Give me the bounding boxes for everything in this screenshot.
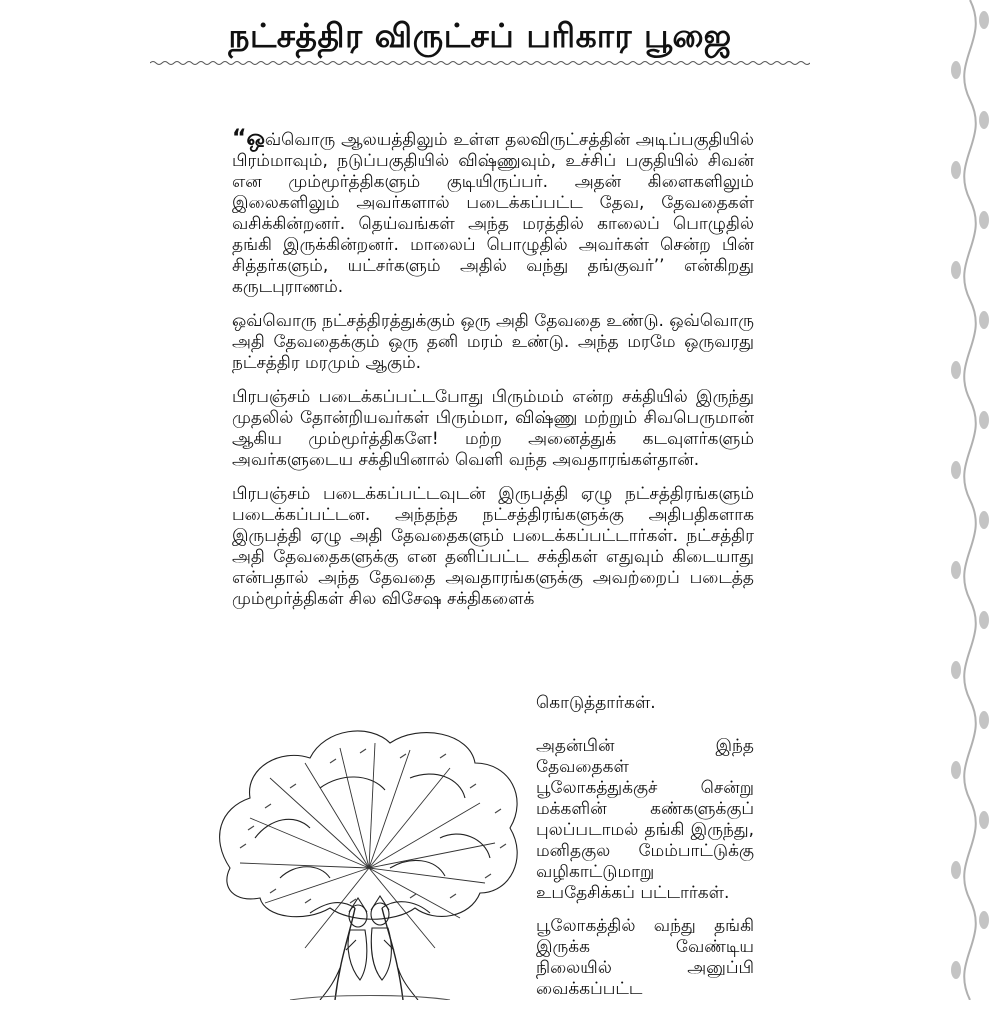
paragraph-4: பிரபஞ்சம் படைக்கப்பட்டவுடன் இருபத்தி ஏழு நட்சத்திரங்களும் படைக்கப்பட்டன. அந்தந்த நட்சத்திரங்களுக்கு அதிபதிகளாக இருபத்தி ஏழு அதி தேவதைகளும் படைக்கப்பட்டார்கள். நட்சத்திர அதி தேவதைகளுக்கு என தனிப்பட்ட சக்திகள் எதுவும் கிடையாது என்பதால் அந்த தேவதை அவதாரங்களுக்கு அவற்றைப் படைத்த மும்மூர்த்திகள் சில விசேஷ சக்திகளைக் bbox=[232, 484, 754, 609]
paragraph-6: பூலோகத்தில் வந்து தங்கி இருக்க வேண்டிய நிலையில் அனுப்பி வைக்கப்பட்ட bbox=[536, 916, 754, 999]
paragraph-2: ஒவ்வொரு நட்சத்திரத்துக்கும் ஒரு அதி தேவதை உண்டு. ஒவ்வொரு அதி தேவதைக்கும் ஒரு தனி மரம் உண்டு. அந்த மரமே ஒருவரது நட்சத்திர மரமும் ஆகும். bbox=[232, 311, 754, 373]
decorative-side-border bbox=[940, 0, 1000, 1000]
paragraph-1 bbox=[232, 128, 754, 298]
title-divider bbox=[150, 60, 810, 66]
drop-letter: ஒ bbox=[246, 126, 265, 151]
paragraph-1-text: வ்வொரு ஆலயத்திலும் உள்ள தலவிருட்சத்தின் அடிப்பகுதியில் பிரம்மாவும், நடுப்பகுதியில் விஷ்ணுவும், உச்சிப் பகுதியில் சிவன் என மும்மூர்த்திகளும் குடியிருப்பர். அதன் கிளைகளிலும் இலைகளிலும் அவர்களால் படைக்கப்பட்ட தேவ, தேவதைகள் வசிக்கின்றனர். தெய்வங்கள் அந்த மரத்தில் காலைப் பொழுதில் தங்கி இருக்கின்றனர். மாலைப் பொழுதில் அவர்கள் சென்ற பின் சித்தர்களும், யட்சர்களும் அதில் வந்து தங்குவர்’’ என்கிறது கருடபுராணம். bbox=[232, 130, 754, 297]
paragraph-4-tail: கொடுத்தார்கள். bbox=[536, 693, 656, 713]
opening-quote-mark: “ bbox=[232, 126, 247, 151]
wrapped-text-column bbox=[536, 736, 754, 1012]
paragraph-5: அதன்பின் இந்த தேவதைகள் பூலோகத்துக்குச் சென்று மக்களின் கண்களுக்குப் புலப்படாமல் தங்கி இருந்து, மனிதகுல மேம்பாட்டுக்கு வழிகாட்டுமாறு உபதேசிக்கப் பட்டார்கள். bbox=[536, 736, 754, 903]
page-title: நட்சத்திர விருட்சப் பரிகார பூஜை bbox=[228, 16, 732, 55]
paragraph-3: பிரபஞ்சம் படைக்கப்பட்டபோது பிரும்மம் என்ற சக்தியில் இருந்து முதலில் தோன்றியவர்கள் பிரும்மா, விஷ்ணு மற்றும் சிவபெருமான் ஆகிய மும்மூர்த்திகளே! மற்ற அனைத்துக் கடவுளர்களும் அவர்களுடைய சக்தியினால் வெளி வந்த அவதாரங்கள்தான். bbox=[232, 387, 754, 470]
article-body bbox=[232, 128, 754, 623]
sacred-tree-with-deities-illustration bbox=[210, 718, 528, 1000]
